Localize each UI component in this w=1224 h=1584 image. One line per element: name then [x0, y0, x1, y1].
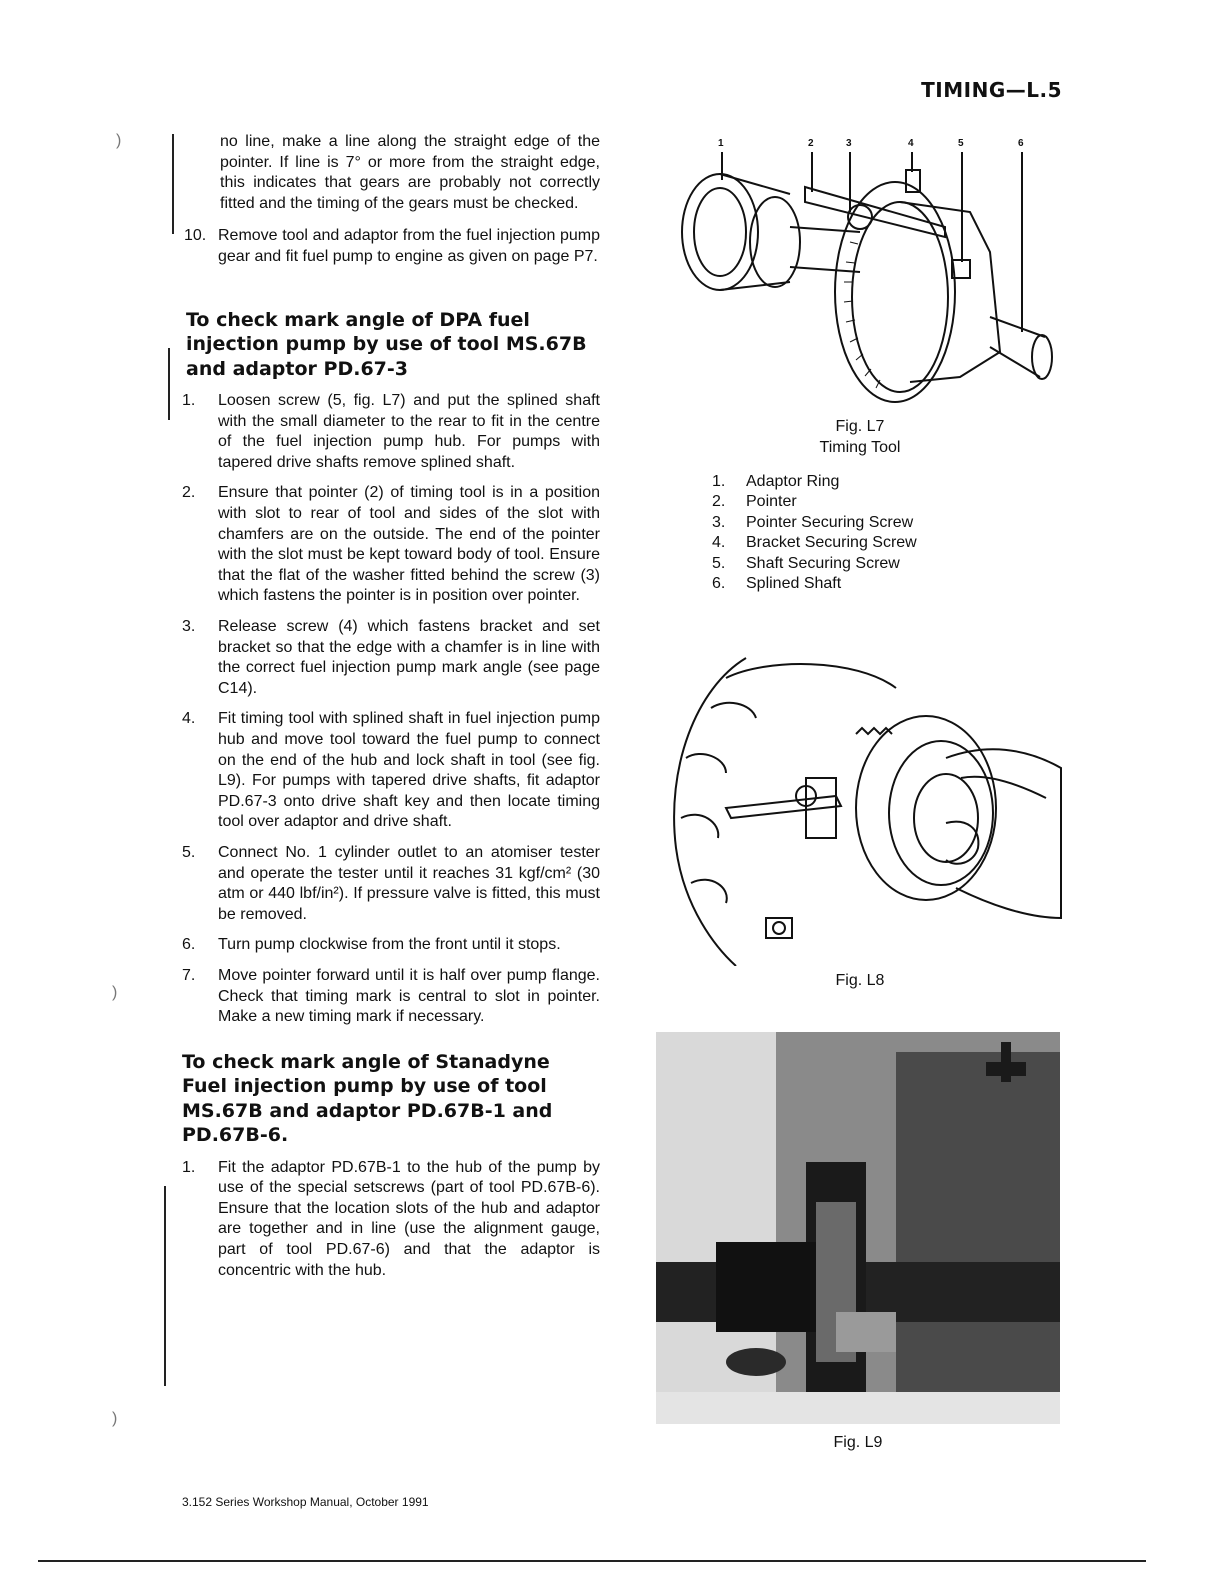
- list-item: 1. Fit the adaptor PD.67B-1 to the hub of the pump by use of the special setscrews (part of tool PD.67B-6). Ensure that the location slots of the hub and adaptor are together and in line (use the alignment gauge, part of tool PD.67-6) and that the adaptor is concentric with the hub.: [182, 1158, 600, 1279]
- dpa-steps-list: [170, 391, 600, 1028]
- figure-l7-caption: Fig. L7 Timing Tool: [819, 418, 901, 456]
- callout-label: 3: [846, 138, 852, 149]
- figure-l9-caption: Fig. L9: [833, 1434, 883, 1451]
- section-heading-stanadyne: To check mark angle of Stanadyne Fuel injection pump by use of tool MS.67B and adaptor PD.67B-1 and PD.67B-6.: [182, 1050, 553, 1147]
- step-10: [170, 226, 600, 267]
- page-header: TIMING—L.5: [921, 78, 1062, 102]
- legend-item: 3. Pointer Securing Screw: [712, 513, 914, 531]
- figure-l8-drawing: [656, 648, 1066, 966]
- figure-l9-photo: [656, 1032, 1060, 1424]
- left-column: [170, 132, 600, 1291]
- list-item: 4. Fit timing tool with splined shaft in fuel injection pump hub and move tool toward the fuel pump to connect on the end of the hub and lock shaft in tool (see fig. L9). For pumps with tapered drive shafts, fit adaptor PD.67-3 onto drive shaft key and then locate timing tool over adaptor and drive shaft.: [182, 710, 600, 831]
- revision-bar: [164, 1186, 166, 1386]
- margin-mark: ): [112, 984, 118, 1001]
- callout-label: 5: [958, 138, 964, 149]
- list-item: 3. Release screw (4) which fastens bracket and set bracket so that the edge with a chamfer is in line with the correct fuel injection pump mark angle (see page C14).: [182, 618, 600, 697]
- bottom-rule: [38, 1560, 1146, 1562]
- list-item: 2. Ensure that pointer (2) of timing tool is in a position with slot to rear of tool and sides of the slot with chamfers are on the outside. The end of the pointer with the slot must be kept toward body of tool. Ensure that the flat of the washer fitted behind the screw (3) which fastens the pointer is in position over pointer.: [182, 484, 600, 605]
- step-number: 10.: [184, 227, 207, 245]
- step-text: Remove tool and adaptor from the fuel injection pump gear and fit fuel pump to engine as given on page P7.: [218, 227, 600, 265]
- list-item: 1. Loosen screw (5, fig. L7) and put the splined shaft with the small diameter to the rear to fit in the centre of the fuel injection pump hub. For pumps with tapered drive shafts remove splined shaft.: [182, 392, 600, 471]
- figure-l7-legend: [706, 472, 917, 594]
- legend-item: 5. Shaft Securing Screw: [712, 554, 900, 572]
- list-item: 7. Move pointer forward until it is half over pump flange. Check that timing mark is central to slot in pointer. Make a new timing mark if necessary.: [182, 966, 600, 1026]
- page-footer: 3.152 Series Workshop Manual, October 1991: [182, 1495, 429, 1509]
- section-heading-dpa: To check mark angle of DPA fuel injection pump by use of tool MS.67B and adaptor PD.67-3: [186, 308, 587, 380]
- margin-mark: ): [112, 1410, 118, 1427]
- timing-tool-drawing: [660, 132, 1060, 412]
- figure-l7-timing-tool: [660, 132, 1060, 412]
- callout-label: 1: [718, 138, 724, 149]
- list-item: 6. Turn pump clockwise from the front until it stops.: [182, 936, 561, 954]
- legend-item: 6. Splined Shaft: [712, 575, 842, 593]
- callout-label: 2: [808, 138, 814, 149]
- callout-label: 4: [908, 138, 914, 149]
- legend-item: 1. Adaptor Ring: [712, 473, 840, 490]
- figure-l8-caption: Fig. L8: [835, 972, 885, 989]
- fitting-tool-drawing: [656, 648, 1066, 966]
- list-item: 5. Connect No. 1 cylinder outlet to an atomiser tester and operate the tester until it reaches 31 kgf/cm² (30 atm or 440 lbf/in²). If pressure valve is fitted, this must be removed.: [182, 843, 600, 923]
- stanadyne-steps-list: [170, 1158, 600, 1282]
- margin-mark: ): [116, 132, 122, 149]
- pump-photo-image: [656, 1032, 1060, 1424]
- callout-label: 6: [1018, 138, 1024, 149]
- legend-item: 2. Pointer: [712, 493, 797, 511]
- intro-paragraph: no line, make a line along the straight edge of the pointer. If line is 7° or more from the straight edge, this indicates that gears are probably not correctly fitted and the timing of the gears must be checked.: [220, 133, 600, 212]
- legend-item: 4. Bracket Securing Screw: [712, 534, 917, 552]
